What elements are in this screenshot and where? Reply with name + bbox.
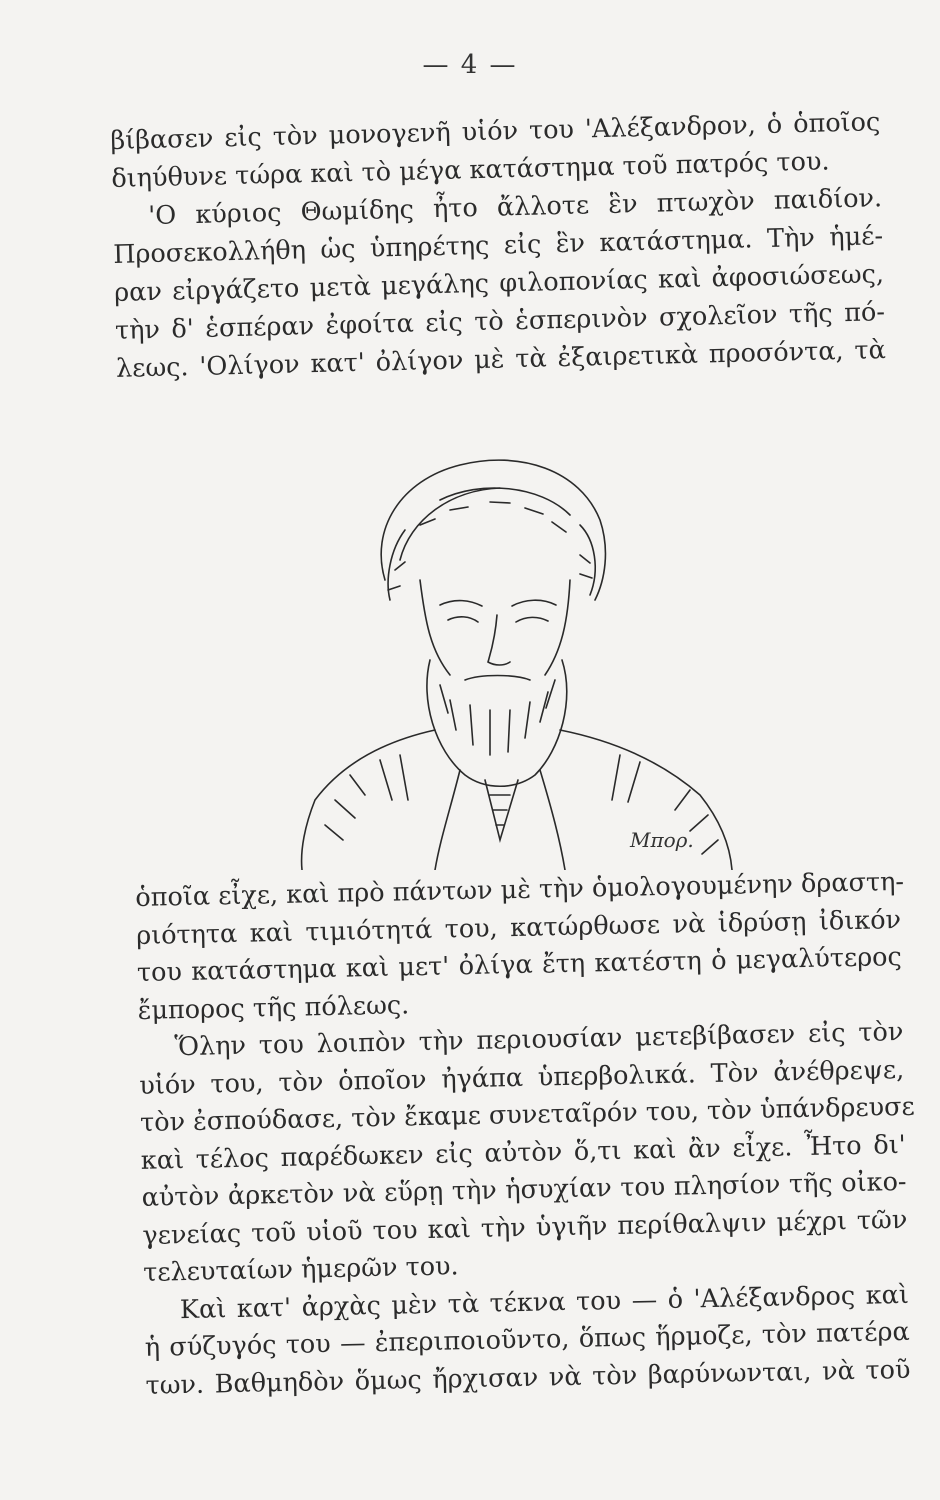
text-line: Ὅλην του λοιπὸν τὴν περιουσίαν μετεβίβασεν εἰς τὸν	[174, 1016, 904, 1063]
text-line: 'Ο κύριος Θωμίδης ἦτο ἄλλοτε ἓν πτωχὸν παιδίον.	[147, 183, 883, 232]
text-block-top	[110, 103, 886, 388]
text-line: ριότητα καὶ τιμιότητά του, κατώρθωσε νὰ ἱδρύσῃ ἰδικόν	[135, 904, 902, 951]
text-line: διηύθυνε τώρα καὶ τὸ μέγα κατάστημα τοῦ πατρός του.	[111, 146, 830, 194]
text-line: Καὶ κατ' ἀρχὰς μὲν τὰ τέκνα του — ὁ 'Αλέξανδρος καὶ	[179, 1279, 910, 1325]
text-line: των. Βαθμηδὸν ὅμως ἤρχισαν νὰ τὸν βαρύνωνται, νὰ τοῦ	[145, 1354, 911, 1401]
text-line: Προσεκολλήθη ὡς ὑπηρέτης εἰς ἓν κατάστημα. Τὴν ἡμέ-	[112, 221, 884, 270]
text-line: τὴν δ' ἑσπέραν ἐφοίτα εἰς τὸ ἑσπερινὸν σχολεῖον τῆς πό-	[114, 297, 886, 346]
text-line: καὶ τέλος παρέδωκεν εἰς αὐτὸν ὅ,τι καὶ ἂν εἶχε. Ἦτο δι'	[140, 1129, 907, 1176]
text-line: του κατάστημα καὶ μετ' ὀλίγα ἔτη κατέστη ὁ μεγαλύτερος	[136, 941, 903, 988]
paragraph-4	[138, 1014, 915, 1292]
paragraph-3	[135, 864, 903, 1030]
text-line: ἔμπορος τῆς πόλεως.	[137, 989, 410, 1026]
paragraph-5	[144, 1276, 911, 1404]
text-line: υἱόν του, τὸν ὁποῖον ἠγάπα ὑπερβολικά. Τὸν ἀνέθρεψε,	[138, 1054, 905, 1101]
artist-signature: Μπορ.	[630, 828, 694, 852]
text-line: ραν εἰργάζετο μετὰ μεγάλης φιλοπονίας καὶ ἀφοσιώσεως,	[113, 259, 885, 308]
text-line: τὸν ἐσπούδασε, τὸν ἔκαμε συνεταῖρόν του, τὸν ὑπάνδρευσε	[139, 1091, 915, 1138]
text-line: αὐτὸν ἀρκετὸν νὰ εὕρῃ τὴν ἡσυχίαν του πλησίον τῆς οἰκο-	[141, 1166, 907, 1213]
text-line: τελευταίων ἡμερῶν του.	[142, 1251, 459, 1288]
text-line: γενείας τοῦ υἱοῦ του καὶ τὴν ὑγιῆν περίθαλψιν μέχρι τῶν	[142, 1204, 908, 1251]
text-block-bottom	[135, 864, 915, 1405]
text-line: λεως. 'Ολίγον κατ' ὀλίγον μὲ τὰ ἐξαιρετικὰ προσόντα, τὰ	[115, 335, 887, 384]
text-line: βίβασεν εἰς τὸν μονογενῆ υἱόν του 'Αλέξανδρον, ὁ ὁποῖος	[110, 107, 881, 156]
page-number: — 4 —	[422, 50, 518, 80]
text-line: ὁποῖα εἶχε, καὶ πρὸ πάντων μὲ τὴν ὁμολογουμένην δραστη-	[135, 866, 905, 913]
text-line: ἡ σύζυγός του — ἐπεριποιοῦντο, ὅπως ἥρμοζε, τὸν πατέρα	[144, 1316, 910, 1363]
portrait-illustration	[290, 430, 780, 870]
paragraph-2	[112, 179, 886, 388]
